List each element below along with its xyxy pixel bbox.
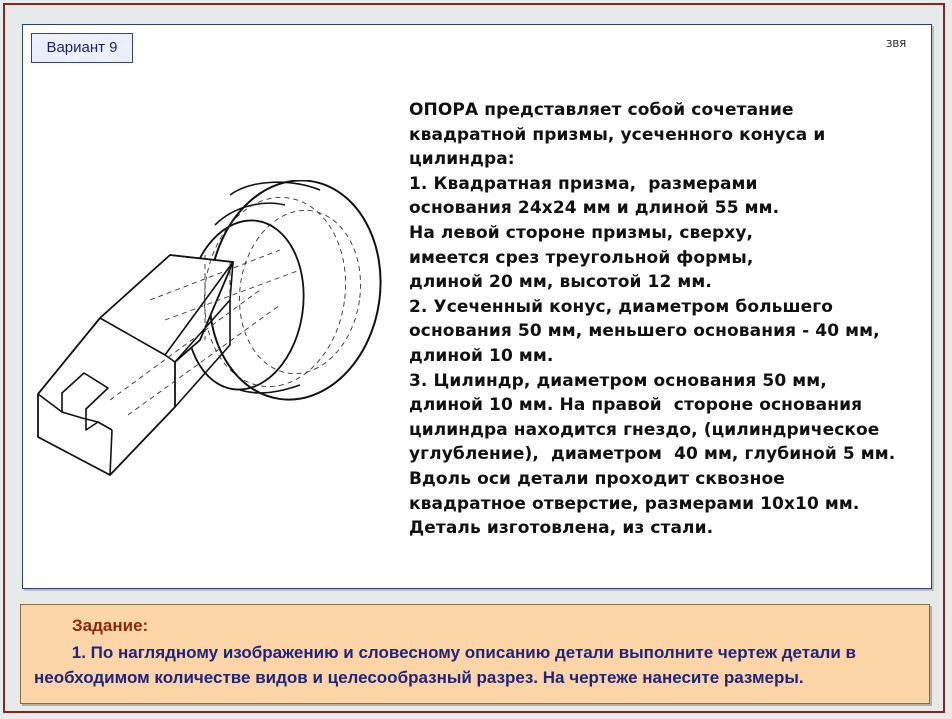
cylinder-front-ellipse: [196, 180, 390, 411]
description-line: длиной 20 мм, высотой 12 мм.: [409, 272, 712, 293]
description-line: 2. Усеченный конус, диаметром большего: [409, 296, 834, 317]
description-line: Деталь изготовлена, из стали.: [409, 518, 714, 539]
description-line: длиной 10 мм.: [409, 345, 554, 366]
description-line: углубление), диаметром 40 мм, глубиной 5 мм.: [409, 444, 896, 465]
description-line: основания 50 мм, меньшего основания - 40 мм,: [409, 321, 880, 342]
variant-label: Вариант 9: [31, 33, 133, 63]
isometric-part-drawing: [30, 180, 390, 480]
description-line: квадратной призмы, усеченного конуса и: [409, 124, 826, 145]
prism-outline: [38, 255, 233, 475]
task-text: [34, 640, 926, 690]
description-line: ОПОРА представляет собой сочетание: [409, 100, 794, 120]
socket-hidden: [229, 202, 371, 381]
description-line: длиной 10 мм. На правой стороне основания: [409, 395, 863, 416]
task-title: Задание:: [72, 616, 149, 635]
description-line: 1. Квадратная призма, размерами: [409, 173, 758, 194]
cylinder-side: [230, 182, 320, 195]
description-line: Вдоль оси детали проходит сквозное: [409, 468, 785, 489]
cone-side-top: [215, 203, 285, 225]
description-line: цилиндра находится гнездо, (цилиндрическое: [409, 419, 880, 440]
author-mark: ЗВЯ: [886, 39, 907, 50]
description-line: имеется срез треугольной формы,: [409, 247, 754, 268]
task-line: необходимом количестве видов и целесообразный разрез. На чертеже нанесите размеры.: [34, 668, 804, 687]
task-line: 1. По наглядному изображению и словесному описанию детали выполните чертеж детали в: [34, 643, 856, 662]
part-description: [409, 98, 929, 541]
description-line: основания 24х24 мм и длиной 55 мм.: [409, 198, 780, 219]
description-line: квадратное отверстие, размерами 10х10 мм.: [409, 493, 860, 514]
description-line: На левой стороне призмы, сверху,: [409, 222, 754, 243]
description-line: 3. Цилиндр, диаметром основания 50 мм,: [409, 370, 827, 391]
description-line: цилиндра:: [409, 149, 515, 170]
